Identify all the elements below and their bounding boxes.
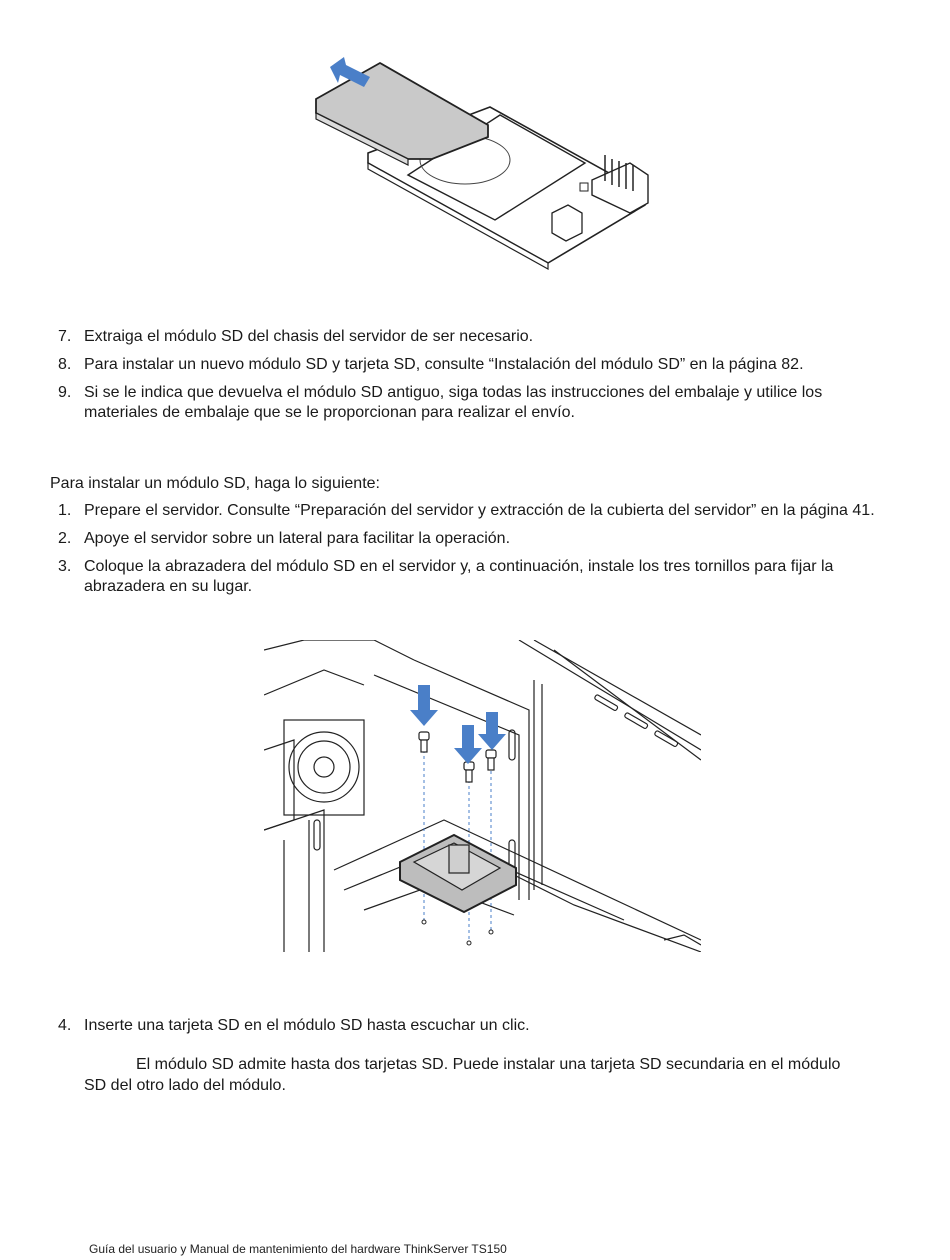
note-text: El módulo SD admite hasta dos tarjetas SD. Puede instalar una tarjeta SD secundaria en el módulo SD del otro lado del módulo. [84,1056,841,1094]
list-item: 1. Prepare el servidor. Consulte “Preparación del servidor y extracción de la cubierta del servidor” en la página 41. [58,502,875,519]
removal-steps [50,327,890,431]
list-item: 9. Si se le indica que devuelva el módulo SD antiguo, siga todas las instrucciones del embalaje y utilice los materiales de embalaje que se le proporcionan para realizar el envío. [58,384,823,421]
install-steps [50,501,890,605]
list-item: 8. Para instalar un nuevo módulo SD y tarjeta SD, consulte “Instalación del módulo SD” en la página 82. [58,356,804,373]
sd-card-removal-illustration [300,55,660,270]
page-footer: Guía del usuario y Manual de mantenimiento del hardware ThinkServer TS150 [89,1242,507,1256]
list-item: 4. Inserte una tarjeta SD en el módulo SD hasta escuchar un clic. [58,1017,530,1034]
list-item: 7. Extraiga el módulo SD del chasis del servidor de ser necesario. [58,328,534,345]
install-step-4 [50,1016,890,1044]
list-item: 2. Apoye el servidor sobre un lateral para facilitar la operación. [58,530,511,547]
install-intro: Para instalar un módulo SD, haga lo siguiente: [50,475,380,492]
sd-bracket-installation-illustration [264,640,701,952]
list-item: 3. Coloque la abrazadera del módulo SD en el servidor y, a continuación, instale los tres tornillos para fijar la abrazadera en su lugar. [58,558,834,595]
